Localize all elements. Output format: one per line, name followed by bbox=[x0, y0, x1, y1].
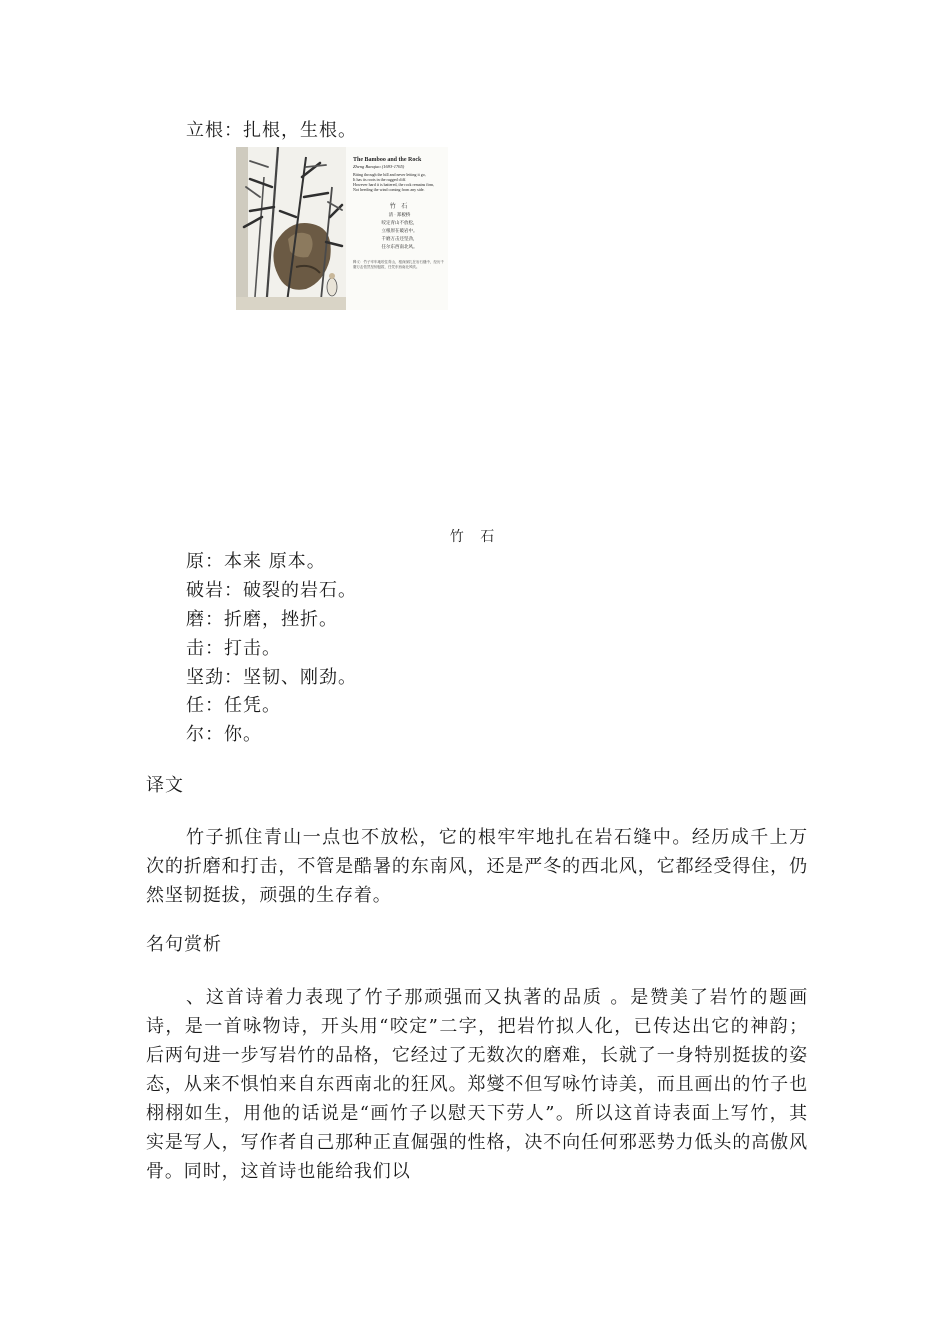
note-jianjin: 坚劲：坚韧、刚劲。 bbox=[186, 667, 357, 688]
figure-caption: 竹 石 bbox=[449, 529, 501, 545]
note-ji: 击：打击。 bbox=[186, 638, 281, 659]
chinese-line: 咬定青山不放松， bbox=[381, 220, 418, 225]
note-yuan: 原：本来 原本。 bbox=[186, 551, 326, 572]
appreciation-heading: 名句赏析 bbox=[146, 934, 222, 955]
chinese-poem bbox=[353, 219, 446, 251]
chinese-line: 立根原在破岩中。 bbox=[381, 228, 418, 233]
note-mo: 磨：折磨，挫折。 bbox=[186, 609, 338, 630]
poem-panel bbox=[353, 157, 446, 307]
chinese-explanation: 释义：竹子牢牢地咬住青山，根深深扎在岩石缝中，经历千磨万击依然坚韧挺拔，任凭东西南北风吹。 bbox=[353, 260, 444, 269]
note-poyan: 破岩：破裂的岩石。 bbox=[186, 580, 357, 601]
note-er: 尔：你。 bbox=[186, 724, 262, 745]
translation-heading: 译文 bbox=[146, 775, 184, 796]
chinese-line: 任尔东西南北风。 bbox=[381, 244, 418, 249]
chinese-title: 竹 石 bbox=[389, 204, 410, 210]
english-author: Zheng Banqiao (1693-1765) bbox=[353, 164, 405, 169]
note-lige: 立根：扎根，生根。 bbox=[186, 120, 357, 141]
english-poem bbox=[353, 172, 446, 192]
english-line: Biting through the hill and never letting it go, bbox=[353, 172, 426, 177]
english-line: It has its roots in the rugged cliff. bbox=[353, 177, 407, 182]
appreciation-text: 、这首诗着力表现了竹子那顽强而又执著的品质 。是赞美了岩竹的题画诗，是一首咏物诗，开头用“咬定”二字，把岩竹拟人化，已传达出它的神韵；后两句进一步写岩竹的品格，它经过了无数次的磨难，长就了一身特别挺拔的姿态，从来不惧怕来自东西南北的狂风。郑燮不但写咏竹诗美，而且画出的竹子也栩栩如生，用他的话说是“画竹子以慰天下劳人”。所以这首诗表面上写竹，其实是写人，写作者自己那种正直倔强的性格，决不向任何邪恶势力低头的高傲风骨。同时，这首诗也能给我们以 bbox=[146, 987, 808, 1182]
english-line: Not heeding the wind coming from any side. bbox=[353, 187, 425, 192]
english-title: The Bamboo and the Rock bbox=[353, 157, 422, 163]
chinese-line: 千磨万击还坚劲， bbox=[381, 236, 418, 241]
english-line: However hard it is battered, the rock remains firm, bbox=[353, 182, 435, 187]
bamboo-rock-illustration bbox=[236, 147, 448, 310]
note-ren: 任：任凭。 bbox=[186, 695, 281, 716]
bamboo-painting-image bbox=[236, 147, 346, 310]
translation-text: 竹子抓住青山一点也不放松，它的根牢牢地扎在岩石缝中。经历成千上万次的折磨和打击，不管是酷暑的东南风，还是严冬的西北风，它都经受得住，仍然坚韧挺拔，顽强的生存着。 bbox=[146, 827, 808, 906]
chinese-author: 清 · 郑板桥 bbox=[388, 212, 411, 217]
